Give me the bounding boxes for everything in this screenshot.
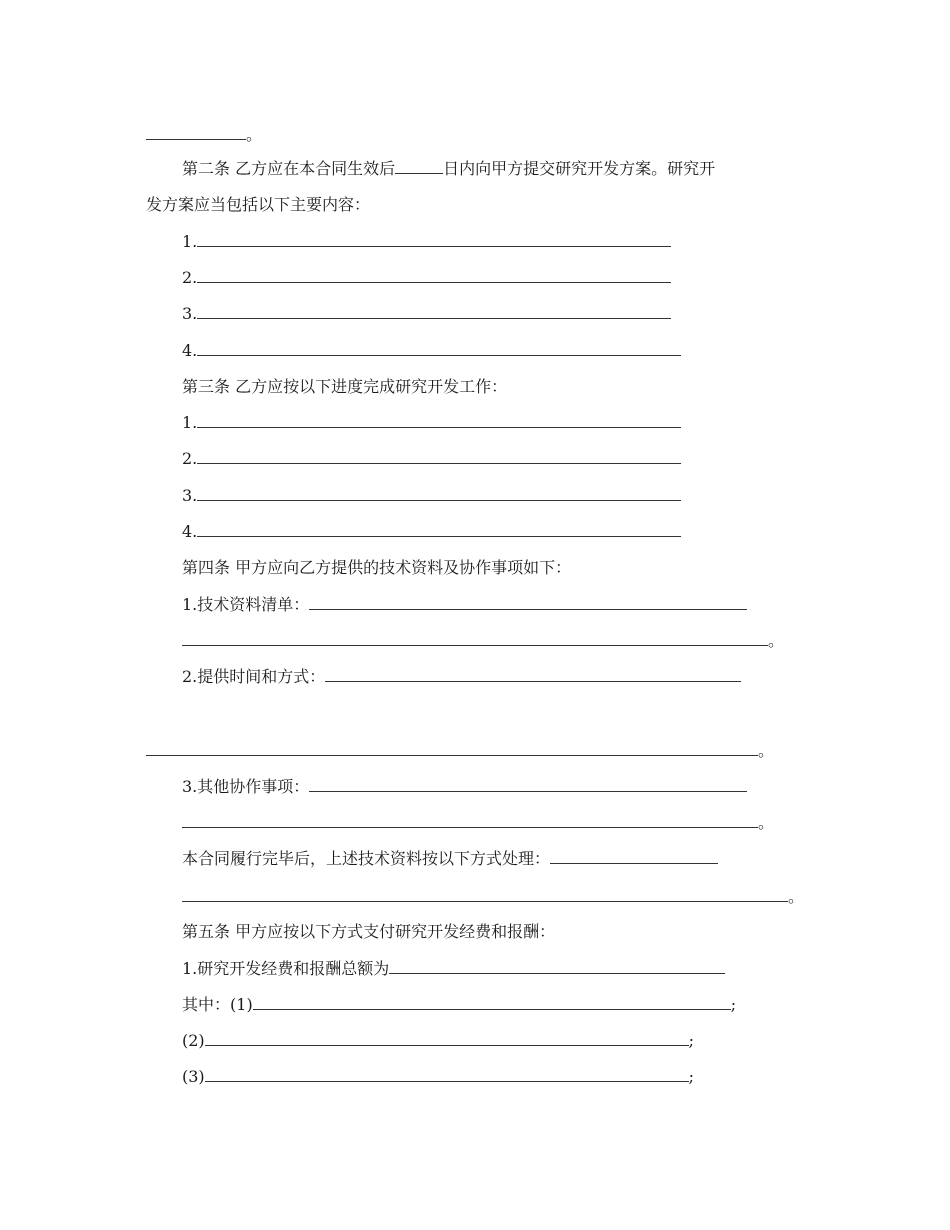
list-number: 3.: [182, 486, 198, 505]
article-4-title: [182, 557, 571, 579]
article-5-text: 第五条 甲方应按以下方式支付研究开发经费和报酬：: [182, 922, 556, 941]
list-b-item: [182, 485, 681, 507]
time-method-blank[interactable]: [325, 667, 741, 682]
technical-materials-line: [182, 594, 747, 616]
list-number: 1.: [182, 232, 198, 251]
list-b-item: [182, 412, 681, 434]
period: 。: [788, 887, 805, 906]
article-2-continuation: [146, 194, 370, 216]
semicolon: ;: [688, 1067, 695, 1086]
total-amount-label: 1.研究开发经费和报酬总额为: [182, 959, 390, 978]
after-completion-line: [182, 848, 718, 870]
article-2-text-b: 日内向甲方提交研究开发方案。研究开: [443, 159, 716, 178]
blank-field[interactable]: [197, 486, 681, 501]
blank-field[interactable]: [182, 887, 788, 902]
list-b-item: [182, 448, 681, 470]
blank-field[interactable]: [197, 522, 681, 537]
blank-field[interactable]: [197, 413, 681, 428]
list-number: 2.: [182, 268, 198, 287]
blank-field[interactable]: [197, 341, 681, 356]
article-3-title: [182, 376, 507, 398]
breakdown-line-3: [182, 1066, 694, 1088]
period: 。: [758, 741, 775, 760]
list-b-item: [182, 521, 681, 543]
blank-field[interactable]: [146, 741, 758, 756]
blank-field[interactable]: [197, 232, 671, 247]
other-cooperation-continuation: [182, 812, 774, 834]
other-cooperation-blank[interactable]: [309, 777, 747, 792]
blank-field[interactable]: [182, 813, 758, 828]
time-method-line: [182, 666, 741, 688]
list-number: 4.: [182, 341, 198, 360]
list-number: 4.: [182, 522, 198, 541]
list-number: 3.: [182, 304, 198, 323]
list-a-item: [182, 303, 671, 325]
technical-materials-blank[interactable]: [309, 595, 747, 610]
article-3-text: 第三条 乙方应按以下进度完成研究开发工作：: [182, 377, 508, 396]
blank-field[interactable]: [205, 1031, 689, 1046]
blank-field[interactable]: [197, 268, 671, 283]
article-2-line: [182, 158, 715, 180]
list-a-item: [182, 340, 681, 362]
other-cooperation-line: [182, 776, 747, 798]
list-a-item: [182, 267, 671, 289]
breakdown-line-2: [182, 1030, 694, 1052]
blank-field[interactable]: [253, 995, 731, 1010]
total-amount-blank[interactable]: [389, 959, 725, 974]
processing-method-blank[interactable]: [550, 849, 718, 864]
semicolon: ;: [730, 995, 737, 1014]
article-2-cont-text: 发方案应当包括以下主要内容：: [146, 195, 371, 214]
breakdown-line-1: [182, 994, 736, 1016]
days-blank[interactable]: [395, 159, 443, 174]
list-a-item: [182, 231, 671, 253]
article-2-text-a: 第二条 乙方应在本合同生效后: [182, 159, 396, 178]
blank-field[interactable]: [197, 304, 671, 319]
breakdown-label: 其中：: [182, 995, 231, 1014]
blank-field[interactable]: [197, 449, 681, 464]
time-method-label: 2.提供时间和方式：: [182, 667, 326, 686]
time-method-continuation: [146, 740, 774, 762]
period: 。: [246, 125, 263, 144]
sub-number: (1): [230, 995, 253, 1014]
period: 。: [768, 631, 785, 650]
sub-number: (3): [182, 1067, 205, 1086]
article-5-title: [182, 921, 555, 943]
total-amount-line: [182, 958, 725, 980]
other-cooperation-label: 3.其他协作事项：: [182, 777, 310, 796]
blank-field[interactable]: [205, 1067, 689, 1082]
article-4-text: 第四条 甲方应向乙方提供的技术资料及协作事项如下：: [182, 558, 572, 577]
blank-field[interactable]: [146, 125, 246, 140]
after-completion-text: 本合同履行完毕后，上述技术资料按以下方式处理：: [182, 849, 551, 868]
list-number: 1.: [182, 413, 198, 432]
semicolon: ;: [688, 1031, 695, 1050]
after-completion-continuation: [182, 886, 804, 908]
period: 。: [758, 813, 775, 832]
continuation-line: [146, 124, 262, 146]
sub-number: (2): [182, 1031, 205, 1050]
technical-materials-label: 1.技术资料清单：: [182, 595, 310, 614]
list-number: 2.: [182, 449, 198, 468]
technical-materials-continuation: [182, 630, 784, 652]
blank-field[interactable]: [182, 631, 768, 646]
